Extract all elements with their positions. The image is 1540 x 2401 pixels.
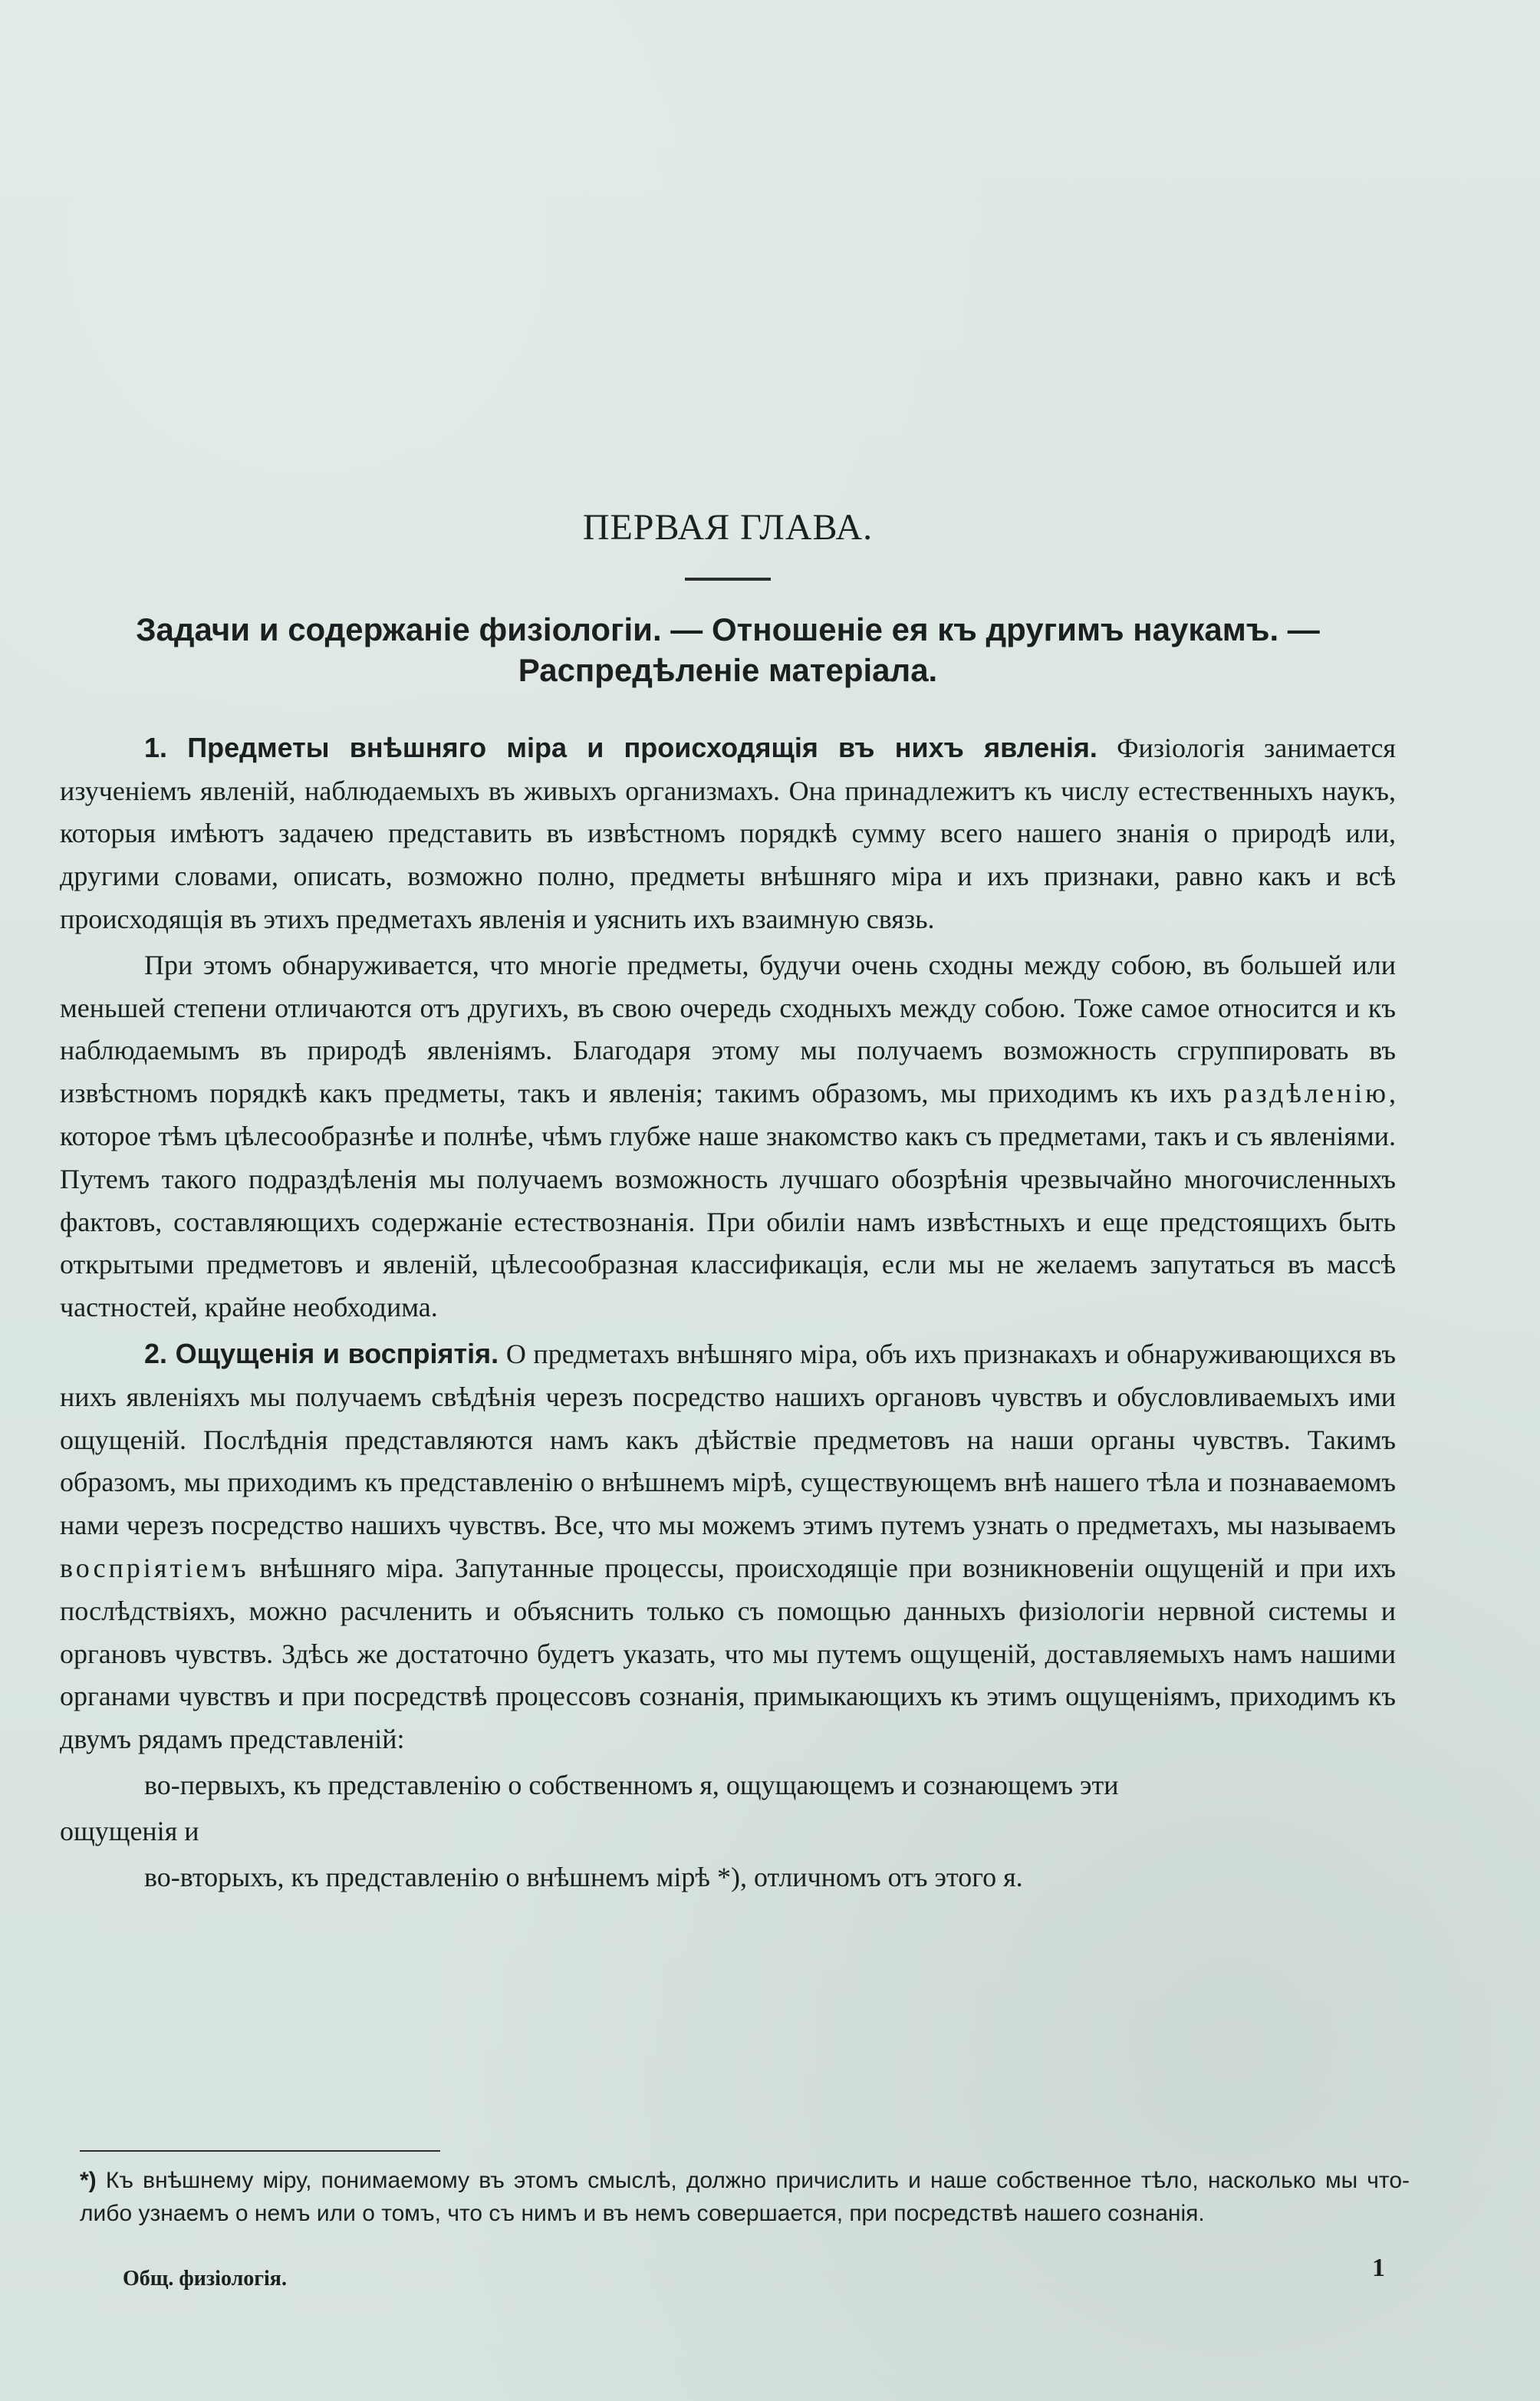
paragraph-2-spaced-term: раздѣленію [1223, 1078, 1390, 1109]
footnote-rule [80, 2150, 440, 2152]
body-text [60, 726, 1396, 1899]
paragraph-2-text-after: , которое тѣмъ цѣлесообразнѣе и полнѣе, чѣмъ глубже наше знакомство какъ съ предметами, такъ и съ явленіями. Путемъ такого подраздѣленія мы получаемъ возможность лучшаго обозрѣнія чрезвычайно многочисленныхъ фактовъ, составляющихъ содержаніе естествознанія. При обиліи намъ извѣстныхъ и еще предстоящихъ быть открытыми предметовъ и явленій, цѣлесообразная классификація, если мы не желаемъ запутаться въ массѣ частностей, крайне необходима. [60, 1078, 1397, 1323]
page-number: 1 [1372, 2254, 1385, 2282]
footnote-marker: *) [80, 2168, 97, 2193]
paragraph-3-lead: 2. Ощущенія и воспріятія. [144, 1337, 499, 1369]
paragraph-1 [60, 726, 1396, 941]
paragraph-3-text-after: внѣшняго міра. Запутанные процессы, происходящіе при возникновеніи ощущеній и при ихъ послѣдствіяхъ, можно расчленить и объяснить только съ помощью данныхъ физіологіи нервной системы и органовъ чувствъ. Здѣсь же достаточно будетъ указать, что мы путемъ ощущеній, доставляемыхъ намъ нашими органами чувствъ и при посредствѣ процессовъ сознанія, примыкающихъ къ этимъ ощущеніямъ, приходимъ къ двумъ рядамъ представленій: [60, 1552, 1396, 1755]
paragraph-2-text-before: При этомъ обнаруживается, что многіе предметы, будучи очень сходны между собою, въ большей или меньшей степени отличаются отъ другихъ, въ свою очередь сходныхъ между собою. Тоже самое относится и къ наблюдаемымъ въ природѣ явленіямъ. Благодаря этому мы получаемъ возможность сгруппировать въ извѣстномъ порядкѣ какъ предметы, такъ и явленія; такимъ образомъ, мы приходимъ къ ихъ [60, 949, 1396, 1109]
list-item-1-line-2: ощущенія и [60, 1815, 199, 1846]
paragraph-3-spaced-term: воспріятіемъ [60, 1552, 249, 1583]
footer-label: Общ. физіологія. [123, 2267, 287, 2291]
footnote-text: Къ внѣшнему міру, понимаемому въ этомъ смыслѣ, должно причислить и наше собственное тѣло, насколько мы что-либо узнаемъ о немъ или о томъ, что съ нимъ и въ немъ совершается, при посредствѣ нашего сознанія. [80, 2168, 1410, 2226]
list-item-1-line-1: во-первыхъ, къ представленію о собственномъ я, ощущающемъ и сознающемъ эти [144, 1769, 1119, 1800]
chapter-title: ПЕРВАЯ ГЛАВА. [582, 507, 874, 548]
paragraph-3 [60, 1332, 1396, 1761]
footnote [80, 2165, 1410, 2230]
page-content [60, 506, 1396, 1899]
paragraph-3-text-before: О предметахъ внѣшняго міра, объ ихъ признакахъ и обнаруживающихся въ нихъ явленіяхъ мы получаемъ свѣдѣнія черезъ посредство нашихъ органовъ чувствъ и обусловливаемыхъ ими ощущеній. Послѣднія представляются намъ какъ дѣйствіе предметовъ на наши органы чувствъ. Такимъ образомъ, мы приходимъ къ представленію о внѣшнемъ мірѣ, существующемъ внѣ нашего тѣла и познаваемомъ нами черезъ посредство нашихъ чувствъ. Все, что мы можемъ этимъ путемъ узнать о предметахъ, мы называемъ [60, 1338, 1396, 1541]
paragraph-2 [60, 944, 1396, 1329]
paragraph-1-lead: 1. Предметы внѣшняго міра и происходящія въ нихъ явленія. [144, 731, 1097, 763]
title-rule [685, 578, 771, 581]
list-item-2: во-вторыхъ, къ представленію о внѣшнемъ мірѣ *), отличномъ отъ этого я. [144, 1861, 1023, 1892]
section-title: Задачи и содержаніе физіологіи. — Отношеніе ея къ другимъ наукамъ. — Распредѣленіе матеріала. [136, 611, 1320, 688]
paragraph-1-text: Физіологія занимается изученіемъ явленій, наблюдаемыхъ въ живыхъ организмахъ. Она принадлежитъ къ числу естественныхъ наукъ, которыя имѣютъ задачею представить въ извѣстномъ порядкѣ сумму всего нашего знанія о природѣ или, другими словами, описать, возможно полно, предметы внѣшняго міра и ихъ признаки, равно какъ и всѣ происходящія въ этихъ предметахъ явленія и уяснить ихъ взаимную связь. [60, 732, 1396, 934]
